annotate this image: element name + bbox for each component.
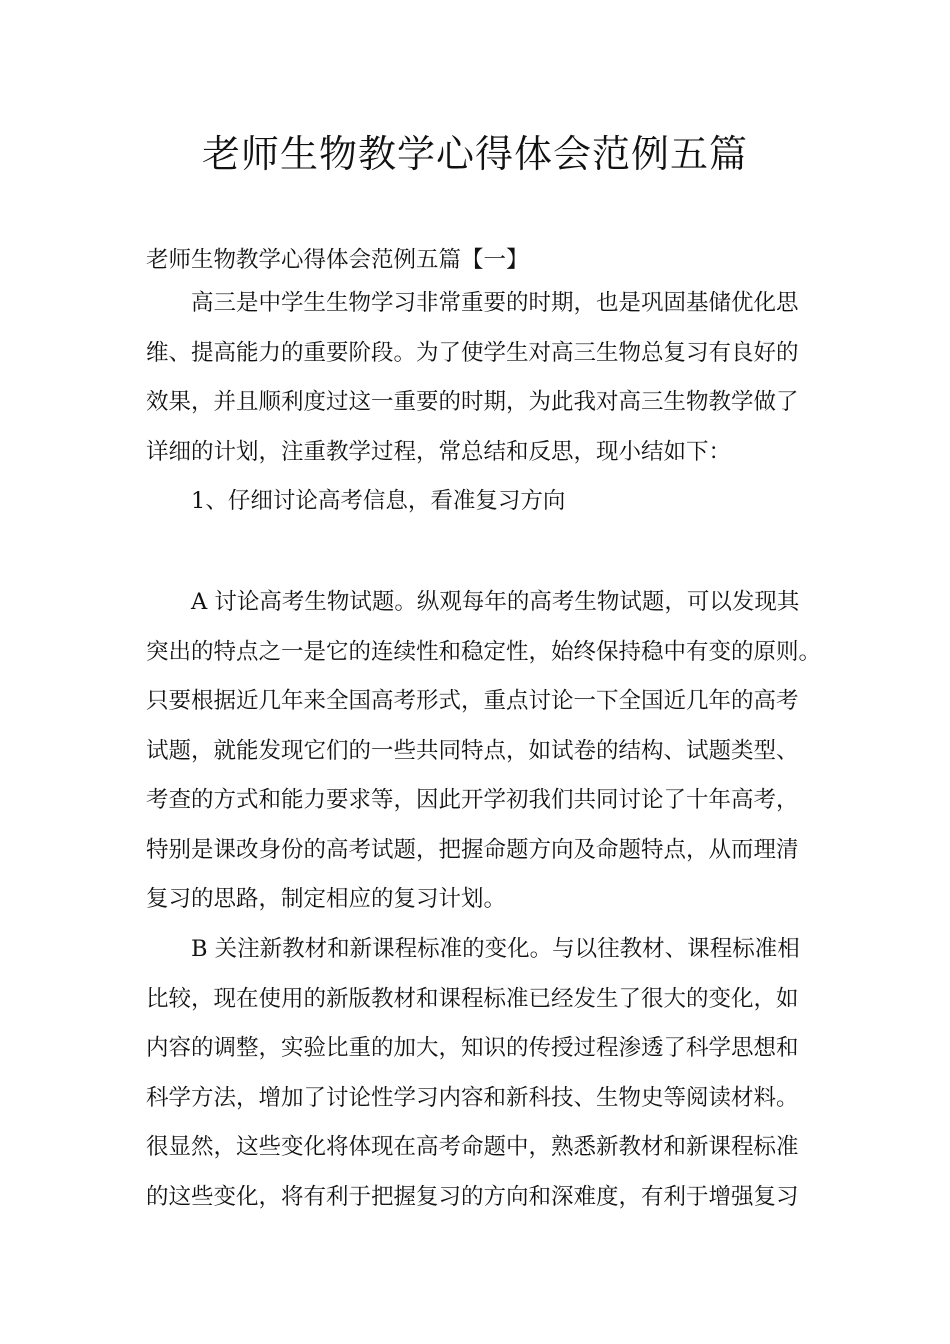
paragraph-line: 维、提高能力的重要阶段。为了使学生对高三生物总复习有良好的 [146,339,799,366]
paragraph-b [146,925,826,1222]
paragraph-line: 效果，并且顺利度过这一重要的时期，为此我对高三生物教学做了 [146,389,799,415]
paragraph-line: 突出的特点之一是它的连续性和稳定性，始终保持稳中有变的原则。 [146,638,822,665]
paragraph-line: B 关注新教材和新课程标准的变化。与以往教材、课程标准相 [191,936,800,962]
paragraph-line: 比较，现在使用的新版教材和课程标准已经发生了很大的变化，如 [146,985,799,1012]
document-title: 老师生物教学心得体会范例五篇 [201,132,748,176]
paragraph-line: 详细的计划，注重教学过程，常总结和反思，现小结如下： [146,438,732,465]
paragraph-line: 很显然，这些变化将体现在高考命题中，熟悉新教材和新课程标准 [146,1134,799,1160]
paragraph-line: 内容的调整，实验比重的加大，知识的传授过程渗透了科学思想和 [146,1035,799,1061]
paragraph-line: 只要根据近几年来全国高考形式，重点讨论一下全国近几年的高考 [146,688,799,714]
paragraph-line: A 讨论高考生物试题。纵观每年的高考生物试题，可以发现其 [191,589,800,615]
paragraph-line: 科学方法，增加了讨论性学习内容和新科技、生物史等阅读材料。 [146,1084,799,1111]
paragraph-line: 的这些变化，将有利于把握复习的方向和深难度，有利于增强复习 [146,1183,799,1210]
paragraph-line: 试题，就能发现它们的一些共同特点，如试卷的结构、试题类型、 [146,737,799,764]
section-heading: 老师生物教学心得体会范例五篇【一】 [146,247,529,273]
paragraph-intro [146,279,826,527]
list-item-heading: 1、仔细讨论高考信息，看准复习方向 [191,488,566,514]
paragraph-line: 特别是课改身份的高考试题，把握命题方向及命题特点，从而理清 [146,836,799,863]
paragraph-line: 考查的方式和能力要求等，因此开学初我们共同讨论了十年高考， [146,787,799,813]
paragraph-line: 高三是中学生生物学习非常重要的时期，也是巩固基储优化思 [191,290,799,316]
paragraph-line: 复习的思路，制定相应的复习计划。 [146,886,507,912]
paragraph-a [146,578,826,925]
